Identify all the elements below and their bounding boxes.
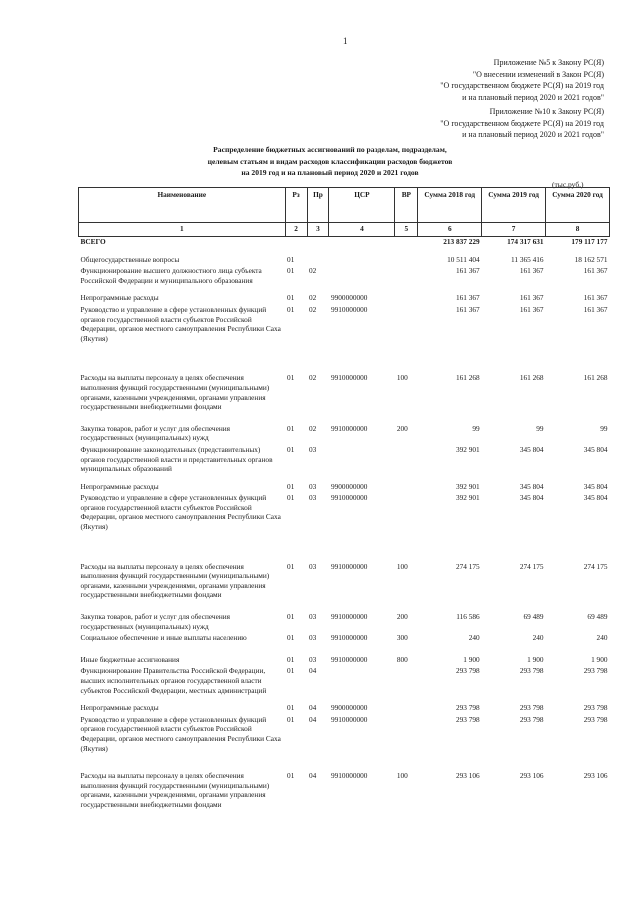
row-sum-2019: 293 798	[519, 666, 544, 676]
row-sum-2019: 161 268	[519, 373, 544, 383]
table-row	[79, 631, 610, 643]
row-vr	[395, 247, 418, 265]
row-sum-2018: 293 798	[455, 703, 480, 713]
col-index: 1	[79, 223, 286, 237]
row-csr: 9910000000	[330, 304, 368, 314]
row-name: Расходы на выплаты персоналу в целях обеспечения выполнения функций государственными (муниципальными) органами, казенными учреждениями, органами управления государственными внебюджетными фондами	[80, 561, 270, 600]
row-vr	[395, 264, 418, 285]
row-name: Закупка товаров, работ и услуг для обеспечения государственных (муниципальных) нужд	[80, 423, 230, 443]
table-row	[79, 412, 610, 443]
row-vr	[395, 285, 418, 303]
table-row	[79, 343, 610, 411]
col-header-rz: Рз	[285, 188, 307, 223]
row-csr: 9900000000	[330, 481, 368, 491]
row-sum-2018: 293 106	[455, 771, 480, 781]
total-sum-2018: 213 837 229	[443, 237, 480, 246]
row-sum-2018: 116 586	[456, 612, 480, 622]
row-sum-2020: 161 367	[583, 293, 608, 303]
row-pr: 03	[309, 654, 317, 664]
row-csr	[329, 443, 395, 474]
row-pr: 02	[309, 304, 317, 314]
row-name: Функционирование Правительства Российской Федерации, высших исполнительных органов государственной власти субъектов Российской Федерации, местных администраций	[80, 666, 267, 695]
row-sum-2020: 240	[596, 633, 608, 643]
index-row	[79, 223, 610, 237]
row-rz: 01	[287, 493, 295, 503]
row-rz: 01	[287, 481, 295, 491]
row-rz: 01	[287, 703, 295, 713]
row-sum-2018: 10 511 404	[447, 254, 480, 264]
row-name: Руководство и управление в сфере установленных функций органов государственной власти субъектов Российской Федерации, органов местного самоуправления Республики Саха (Якутия)	[80, 493, 281, 532]
row-sum-2019: 293 798	[519, 714, 544, 724]
row-vr	[395, 695, 418, 713]
row-vr	[395, 443, 418, 474]
row-sum-2018: 161 367	[455, 266, 480, 276]
row-sum-2018: 392 901	[455, 444, 480, 454]
row-name: Непрограммные расходы	[80, 703, 159, 713]
table-row	[79, 303, 610, 343]
row-csr: 9910000000	[330, 561, 368, 571]
row-sum-2018: 240	[468, 633, 480, 643]
row-csr: 9910000000	[330, 654, 368, 664]
appendix-line: "О государственном бюджете РС(Я) на 2019 год	[440, 118, 604, 128]
appendix-line: "О государственном бюджете РС(Я) на 2019 год	[440, 81, 604, 90]
row-csr: 9910000000	[330, 423, 368, 433]
row-csr: 9910000000	[330, 612, 368, 622]
row-name: Социальное обеспечение и иные выплаты населению	[80, 633, 247, 643]
row-pr: 03	[309, 633, 317, 643]
table-row	[79, 264, 610, 285]
row-rz: 01	[287, 373, 295, 383]
table-row	[79, 695, 610, 713]
budget-table	[78, 187, 610, 810]
row-sum-2018: 274 175	[455, 561, 480, 571]
row-name: Иные бюджетные ассигнования	[80, 654, 180, 664]
total-sum-2020: 179 117 177	[571, 237, 608, 246]
row-name: Закупка товаров, работ и услуг для обеспечения государственных (муниципальных) нужд	[80, 612, 230, 631]
row-sum-2020: 345 804	[583, 481, 608, 491]
table-row	[79, 600, 610, 631]
table-row	[79, 474, 610, 492]
table-row	[79, 443, 610, 474]
row-sum-2020: 293 798	[583, 666, 608, 676]
col-index: 8	[546, 223, 610, 237]
row-csr: 9910000000	[330, 633, 368, 643]
row-name: Руководство и управление в сфере установленных функций органов государственной власти субъектов Российской Федерации, органов местного самоуправления Республики Саха (Якутия)	[80, 304, 281, 343]
row-rz: 01	[287, 423, 295, 433]
row-vr	[395, 474, 418, 492]
row-vr: 100	[396, 373, 408, 383]
row-sum-2018: 392 901	[455, 493, 480, 503]
row-sum-2019: 161 367	[519, 266, 544, 276]
row-sum-2019: 240	[532, 633, 544, 643]
row-name: Расходы на выплаты персоналу в целях обеспечения выполнения функций государственными (муниципальными) органами, казенными учреждениями, органами управления государственными внебюджетными фондами	[80, 373, 270, 412]
row-pr: 02	[309, 293, 317, 303]
row-sum-2019: 161 367	[519, 293, 544, 303]
row-sum-2019: 274 175	[519, 561, 544, 571]
col-index: 6	[418, 223, 482, 237]
table-row	[79, 643, 610, 665]
row-sum-2019: 345 804	[519, 493, 544, 503]
row-sum-2020: 293 106	[583, 771, 608, 781]
row-sum-2020: 161 367	[583, 266, 608, 276]
row-rz: 01	[287, 714, 295, 724]
row-rz: 01	[287, 293, 295, 303]
row-sum-2018: 392 901	[455, 481, 480, 491]
col-index: 3	[307, 223, 329, 237]
row-pr	[307, 247, 329, 265]
row-pr: 03	[309, 612, 317, 622]
row-sum-2020: 69 489	[587, 612, 608, 622]
row-pr: 04	[309, 771, 317, 781]
col-header-sum-2019: Сумма 2019 год	[482, 188, 546, 223]
col-index: 7	[482, 223, 546, 237]
col-header-sum-2020: Сумма 2020 год	[546, 188, 610, 223]
row-sum-2018: 99	[472, 423, 480, 433]
row-pr: 04	[309, 714, 317, 724]
row-sum-2019: 99	[536, 423, 544, 433]
total-label: ВСЕГО	[80, 237, 106, 246]
row-sum-2020: 161 268	[583, 373, 608, 383]
table-row	[79, 664, 610, 695]
row-sum-2019: 293 106	[519, 771, 544, 781]
row-rz: 01	[287, 771, 295, 781]
row-vr: 800	[396, 654, 408, 664]
row-sum-2020: 274 175	[583, 561, 608, 571]
row-sum-2020: 345 804	[583, 444, 608, 454]
row-csr	[329, 247, 395, 265]
page-number: 1	[343, 36, 348, 46]
appendix-5-header	[440, 57, 604, 103]
row-rz: 01	[287, 654, 295, 664]
row-vr	[395, 664, 418, 695]
row-pr: 04	[309, 703, 317, 713]
appendix-line: Приложение №10 к Закону РС(Я)	[489, 107, 604, 116]
appendix-line: и на плановый период 2020 и 2021 годов"	[462, 130, 604, 139]
row-rz: 01	[287, 254, 295, 264]
row-vr	[395, 303, 418, 343]
row-csr	[329, 664, 395, 695]
row-sum-2019: 345 804	[519, 481, 544, 491]
row-vr: 300	[396, 633, 408, 643]
row-sum-2018: 161 367	[455, 293, 480, 303]
row-pr: 03	[309, 481, 317, 491]
appendix-line: и на плановый период 2020 и 2021 годов"	[462, 92, 604, 102]
header-row	[79, 188, 610, 223]
col-header-csr: ЦСР	[329, 188, 395, 223]
row-rz: 01	[287, 266, 295, 276]
title-line: Распределение бюджетных ассигнований по разделам, подразделам,	[213, 145, 447, 154]
row-rz: 01	[287, 633, 295, 643]
col-header-pr: Пр	[307, 188, 329, 223]
row-name: Общегосударственные вопросы	[80, 254, 180, 264]
table-row	[79, 491, 610, 531]
row-sum-2019: 345 804	[519, 444, 544, 454]
row-sum-2020: 161 367	[583, 304, 608, 314]
total-row	[79, 237, 610, 247]
row-name: Функционирование законодательных (представительных) органов государственной власти и представительных органов муниципальных образований	[80, 444, 273, 474]
row-pr: 03	[309, 493, 317, 503]
row-sum-2020: 293 798	[583, 703, 608, 713]
col-index: 4	[329, 223, 395, 237]
row-sum-2020: 345 804	[583, 493, 608, 503]
row-sum-2018: 293 798	[455, 714, 480, 724]
row-csr: 9910000000	[330, 373, 368, 383]
row-rz: 01	[287, 444, 295, 454]
appendix-line: Приложение №5 к Закону РС(Я)	[493, 58, 604, 67]
row-vr	[395, 491, 418, 531]
row-csr	[329, 264, 395, 285]
row-sum-2018: 1 900	[463, 654, 480, 664]
row-rz: 01	[287, 304, 295, 314]
row-csr: 9910000000	[330, 493, 368, 503]
row-name: Расходы на выплаты персоналу в целях обеспечения выполнения функций государственными (муниципальными) органами, казенными учреждениями, органами управления государственными внебюджетными фондами	[80, 771, 270, 809]
row-csr: 9910000000	[330, 714, 368, 724]
row-name: Непрограммные расходы	[80, 481, 159, 491]
row-vr: 200	[396, 423, 408, 433]
row-sum-2018: 161 268	[455, 373, 480, 383]
row-pr: 04	[309, 666, 317, 676]
row-vr: 200	[396, 612, 408, 622]
row-sum-2018: 293 798	[455, 666, 480, 676]
table-row	[79, 753, 610, 809]
row-rz: 01	[287, 561, 295, 571]
row-sum-2019: 161 367	[519, 304, 544, 314]
row-sum-2020: 1 900	[591, 654, 608, 664]
appendix-line: "О внесении изменений в Закон РС(Я)	[472, 69, 604, 79]
row-pr: 03	[309, 561, 317, 571]
row-pr: 02	[309, 423, 317, 433]
title-line: целевым статьям и видам расходов классификации расходов бюджетов	[207, 156, 453, 166]
col-header-vr: ВР	[395, 188, 418, 223]
row-sum-2019: 69 489	[523, 612, 544, 622]
col-header-name: Наименование	[79, 188, 286, 223]
row-csr: 9910000000	[330, 771, 368, 781]
col-header-sum-2018: Сумма 2018 год	[418, 188, 482, 223]
row-pr: 03	[309, 444, 317, 454]
row-name: Функционирование высшего должностного лица субъекта Российской Федерации и муниципального образования	[80, 266, 262, 285]
units-label: (тыс.руб.)	[552, 180, 584, 189]
row-pr: 02	[309, 266, 317, 276]
row-name: Руководство и управление в сфере установленных функций органов государственной власти субъектов Российской Федерации, органов местного самоуправления Республики Саха (Якутия)	[80, 714, 281, 753]
title-line: на 2019 год и на плановый период 2020 и 2021 годов	[241, 168, 419, 177]
row-vr	[395, 713, 418, 753]
table-row	[79, 247, 610, 265]
row-sum-2020: 99	[600, 423, 608, 433]
row-rz: 01	[287, 612, 295, 622]
col-index: 2	[285, 223, 307, 237]
table-row	[79, 713, 610, 753]
row-vr: 100	[396, 771, 408, 781]
col-index: 5	[395, 223, 418, 237]
table-row	[79, 285, 610, 303]
row-pr: 02	[309, 373, 317, 383]
row-sum-2019: 293 798	[519, 703, 544, 713]
document-title	[160, 144, 500, 179]
row-sum-2020: 293 798	[583, 714, 608, 724]
total-sum-2019: 174 317 631	[507, 237, 544, 246]
row-csr: 9900000000	[330, 703, 368, 713]
row-sum-2019: 1 900	[527, 654, 544, 664]
row-csr: 9900000000	[330, 293, 368, 303]
row-vr: 100	[396, 561, 408, 571]
row-name: Непрограммные расходы	[80, 293, 159, 303]
row-sum-2020: 18 162 571	[574, 254, 608, 264]
appendix-10-header	[440, 106, 604, 141]
row-sum-2019: 11 365 416	[510, 254, 544, 264]
table-row	[79, 532, 610, 600]
row-rz: 01	[287, 666, 295, 676]
row-sum-2018: 161 367	[455, 304, 480, 314]
